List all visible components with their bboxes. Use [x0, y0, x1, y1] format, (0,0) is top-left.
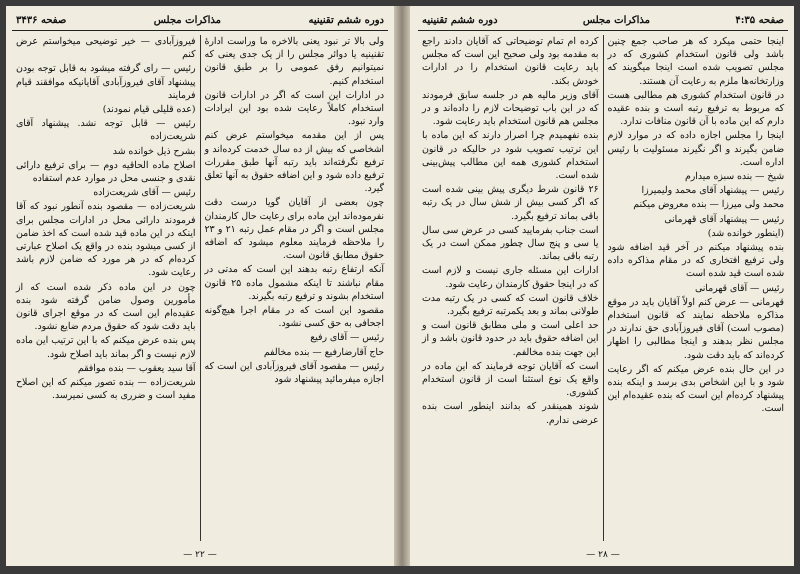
header-rule — [418, 30, 788, 31]
paragraph: رئیس — پیشنهاد آقای محمد ولیمیرزا — [641, 185, 784, 197]
paragraph: در این حال بنده عرض میکنم که اگر رعایت شود و با این اشخاص بدی برسد و اینکه بنده پیشنهاد کرده‌ام این است که بنده عقیده‌ام این است. — [607, 363, 784, 415]
paragraph: حاج آقارضارفیع — بنده مخالفم — [263, 346, 384, 358]
page-footer: — ۲۸ — — [586, 550, 620, 560]
book-gutter — [394, 6, 410, 566]
paragraph: است جناب بفرمایید کسی در عرض سی سال یا سی و پنج سال چطور ممکن است در یک رتبه باقی بماند. — [422, 224, 599, 263]
book-spread — [6, 6, 794, 566]
paragraph: است که آقایان توجه فرمایند که این ماده در واقع یک نوع استثنا است از قانون استخدام کشوری. — [422, 360, 599, 399]
paragraph: بنده نفهمیدم چرا اصرار دارند که این ماده با این ترتیب تصویب شود در حالیکه در قانون استخدام کشوری همه این مطالب پیش‌بینی شده است. — [422, 130, 599, 182]
page-title: مذاکرات مجلس — [582, 14, 651, 26]
paragraph: آقا سید یعقوب — بنده موافقم — [77, 362, 196, 374]
text-column-right — [604, 35, 789, 541]
paragraph: شریعت‌زاده — بنده تصور میکنم که این اصلاح مفید است و ضرری به کسی نمیرسد. — [16, 377, 196, 402]
paragraph: محمد ولی میرزا — بنده معروض میکنم — [633, 199, 784, 211]
right-page — [418, 12, 788, 560]
paragraph: آقای وزیر مالیه هم در جلسه سابق فرمودند که در این باب توضیحات لازم را داده‌اند و در مجلس هم قانون استخدام باید رعایت شود. — [422, 89, 599, 128]
paragraph: رئیس — رای گرفته میشود به قابل توجه بودن پیشنهاد آقای فیروزآبادی آقایانیکه موافقند قیام فرمایند — [16, 63, 196, 101]
paragraph: رئیس — پیشنهاد آقای قهرمانی — [664, 213, 784, 225]
page-footer: — ۲۲ — — [183, 550, 217, 560]
paragraph: ۲۶ قانون شرط دیگری پیش بینی شده است که اگر کسی بیش از شش سال در یک رتبه باقی بماند ترفیع بگیرد. — [422, 184, 599, 222]
text-columns — [12, 35, 388, 541]
page-number: صفحه ۴:۳۵ — [735, 14, 784, 26]
paragraph: بنده پیشنهاد میکنم در آخر قید اضافه شود ولی ترفیع افتخاری که در مقام مذاکره داده شده است قید شده است — [607, 242, 784, 280]
paragraph: ولی بالا تر نبود یعنی بالاخره ما وراست ادارهٔ تقنینیه یا دوائر مجلس را از یک جدی یعنی که نمیتوانیم رفق عمومی را بر طبق قانون استخدام کنیم. — [204, 36, 384, 87]
paragraph: مقصود این است که در مقام اجرا هیچ‌گونه اجحافی به حق کسی نشود. — [204, 305, 384, 330]
paragraph: (اینطور خوانده شد) — [707, 227, 784, 239]
page-header — [12, 12, 388, 28]
paragraph: شریعت‌زاده — مقصود بنده آنطور نبود که آقا فرمودند دارائی محل در ادارات مجلس برای اینکه در این ماده قید شده است که اخذ ضامن از کسی میشود بنده در واقع یک اصلاح عبارتی کرده‌ام که در هر مورد که ضامن لازم باشد رعایت شود. — [16, 201, 196, 279]
paragraph: بشرح ذیل خوانده شد — [112, 145, 196, 157]
paragraph: اصلاح ماده الحاقیه دوم — برای ترفیع دارائی نقدی و جنسی محل در موارد عدم استفاده — [16, 159, 196, 185]
paragraph: در ادارات این است که اگر در ادارات قانون استخدام کاملاً رعایت شده بود این ایرادات وارد نبود. — [204, 89, 384, 128]
session-label: دوره ششم تقنینیه — [422, 14, 498, 26]
paragraph: ادارات این مسئله جاری نیست و لازم است که در اینجا حقوق کارمندان رعایت شود. — [422, 265, 599, 290]
left-page — [12, 12, 388, 560]
paragraph: اینجا را مجلس اجازه داده که در موارد لازم ضامن بگیرند و اگر نگیرند مسئولیت با رئیس اداره است. — [607, 130, 784, 168]
paragraph: شوند همینقدر که بدانند اینطور است بنده عرضی ندارم. — [422, 401, 599, 426]
page-title: مذاکرات مجلس — [153, 14, 222, 26]
paragraph: در قانون استخدام کشوری هم مطالبی هست که مربوط به ترفیع رتبه است و بنده عقیده دارم که این ماده با آن قانون منافات ندارد. — [607, 89, 784, 128]
paragraph: چون بعضی از آقایان گویا درست دقت نفرموده‌اند این ماده برای رعایت حال کارمندان مجلس است و اگر در مقام عمل رتبه ۲۱ و ۲۳ را ملاحظه فرمایند معلوم میشود که اضافه حقوق مطابق قانون است. — [204, 197, 384, 262]
paragraph: رئیس — آقای رفیع — [310, 332, 384, 344]
text-column-left — [12, 35, 200, 541]
paragraph: پس بنده عرض میکنم که با این ترتیب این ماده لازم نیست و اگر بماند باید اصلاح شود. — [16, 335, 196, 360]
paragraph: پس از این مقدمه میخواستم عرض کنم اشخاصی که بیش از ده سال خدمت کرده‌اند و ترفیع نگرفته‌اند باید رتبه آنها طبق مقررات ترفیع داده شود و این اضافه حقوق به آنها تعلق گیرد. — [204, 130, 384, 195]
paragraph: کرده ام تمام توضیحاتی که آقایان دادند راجع به مقدمه بود ولی صحیح این است که مجلس باید رعایت قانون استخدام را در ادارات خودش بکند. — [422, 36, 599, 87]
header-rule — [12, 30, 388, 31]
paragraph: رئیس — آقای شریعت‌زاده — [93, 187, 196, 199]
paragraph: حد اعلی است و ملی مطابق قانون است و این اضافه حقوق باید در حدود قانون باشد و از این جهت بنده مخالفم. — [422, 320, 599, 358]
paragraph: اینجا حتمی میکرد که هر صاحب جمع چنین باشد ولی قانون استخدام کشوری که در مجلس تصویب شده است اینجا میگویند که وزارتخانه‌ها ملزم به رعایت آن هستند. — [607, 36, 784, 87]
paragraph: آنکه ارتفاع رتبه بدهند این است که مدتی در مقام نباشند تا اینکه مشمول ماده ۲۵ قانون استخدام بشوند و ترفیع رتبه بگیرند. — [204, 264, 385, 302]
text-columns — [418, 35, 788, 541]
paragraph: رئیس — مقصود آقای فیروزآبادی این است که اجازه میفرمائید پیشنهاد شود — [204, 360, 384, 386]
column-divider — [200, 35, 201, 541]
session-label: دوره ششم تقنینیه — [308, 14, 384, 26]
text-column-right — [201, 35, 389, 541]
text-column-left — [418, 35, 603, 541]
page-number: صفحه ۳۴۳۶ — [16, 14, 67, 26]
column-divider — [603, 35, 604, 541]
paragraph: قهرمانی — عرض کنم اولاً آقایان باید در موقع مذاکره ملاحظه نمایند که قانون استخدام (مصوب است) آقای فیروزآبادی حق ندارند در مجلس نظر بدهند و اینجا مطالبی را اظهار کرده‌اند که باید دقت شود. — [607, 296, 784, 361]
paragraph: شیخ — بنده سبزه میدارم — [685, 171, 784, 183]
paragraph: فیروزآبادی — خیر توضیحی میخواستم عرض کنم — [16, 36, 196, 61]
paragraph: رئیس — قابل توجه نشد. پیشنهاد آقای شریعت‌زاده — [16, 118, 196, 143]
page-header — [418, 12, 788, 28]
paragraph: چون در این ماده ذکر شده است که از مأمورین وصول ضامن گرفته شود بنده عقیده‌ام این است که در موقع اجرای قانون باید دقت شود که حقوق مردم ضایع نشود. — [16, 281, 196, 333]
paragraph: (عده قلیلی قیام نمودند) — [102, 104, 196, 116]
paragraph: رئیس — آقای قهرمانی — [694, 282, 784, 294]
paragraph: خلاف قانون است که کسی در یک رتبه مدت طولانی بماند و بعد یکمرتبه ترفیع بگیرد. — [422, 292, 599, 318]
